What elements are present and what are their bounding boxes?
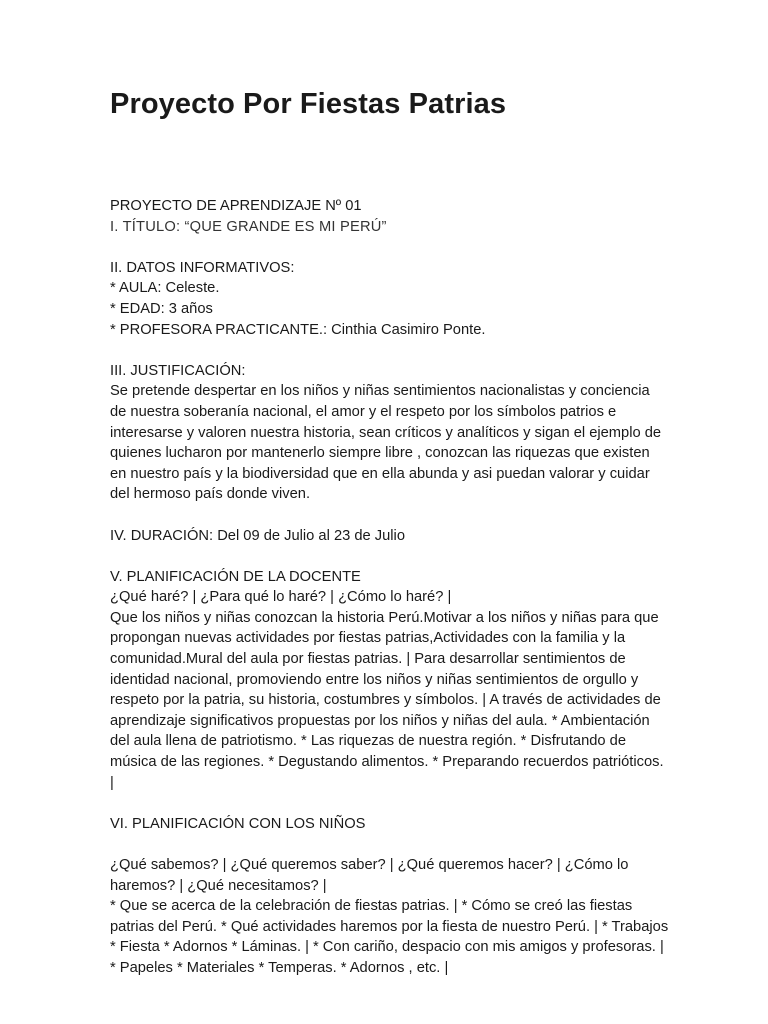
spacer bbox=[110, 340, 670, 361]
justificacion-heading: III. JUSTIFICACIÓN: bbox=[110, 362, 246, 379]
datos-heading: II. DATOS INFORMATIVOS: bbox=[110, 259, 295, 276]
duracion-value: Del 09 de Julio al 23 de Julio bbox=[213, 527, 405, 544]
planificacion-docente-text: Que los niños y niñas conozcan la historia Perú.Motivar a los niños y niñas para que propongan nuevas actividades por fiestas patrias,Actividades con la familia y la comunidad.Mural del aula por fiestas patrias. | Para desarrollar sentimientos de identidad nacional, promoviendo entre los niños y niñas sentimientos de orgullo y respeto por la patria, su historia, costumbres y símbolos. | A través de actividades de aprendizaje significativos propuestas por los niños y niñas del aula. * Ambientación del aula llena de patriotismo. * Las riquezas de nuestra región. * Disfrutando de música de las regiones. * Degustando alimentos. * Preparando recuerdos patrióticos. | bbox=[110, 609, 664, 791]
document-title: Proyecto Por Fiestas Patrias bbox=[110, 88, 507, 120]
planificacion-ninos-columns: ¿Qué sabemos? | ¿Qué queremos saber? | ¿Qué queremos hacer? | ¿Cómo lo haremos? | ¿Qué necesitamos? | bbox=[110, 857, 629, 894]
profesora-line bbox=[110, 320, 670, 341]
profesora-value: Cinthia Casimiro Ponte. bbox=[327, 321, 486, 338]
planificacion-docente-columns: ¿Qué haré? | ¿Para qué lo haré? | ¿Cómo lo haré? | bbox=[110, 589, 452, 606]
spacer bbox=[110, 237, 670, 258]
justificacion-text: Se pretende despertar en los niños y niñas sentimientos nacionalistas y conciencia de nuestra soberanía nacional, el amor y el respeto por los símbolos patrios e interesarse y valoren nuestra historia, sean críticos y analíticos y sigan el ejemplo de quienes lucharon por mantenerlo siempre libre , conozcan las riquezas que existen en nuestro país y la biodiversidad que en ella abunda y asi puedan valorar y cuidar del hermoso país donde viven. bbox=[110, 383, 662, 503]
spacer bbox=[110, 834, 670, 855]
edad-line bbox=[110, 299, 670, 320]
duracion-line bbox=[110, 526, 670, 547]
document-body bbox=[110, 196, 670, 979]
project-number: PROYECTO DE APRENDIZAJE Nº 01 bbox=[110, 198, 362, 214]
duracion-label: IV. DURACIÓN: bbox=[110, 527, 214, 544]
profesora-label: * PROFESORA PRACTICANTE.: bbox=[110, 321, 328, 338]
spacer bbox=[110, 546, 670, 567]
spacer bbox=[110, 793, 670, 814]
project-title: I. TÍTULO: “QUE GRANDE ES MI PERÚ” bbox=[110, 218, 387, 235]
aula-value: Celeste. bbox=[161, 280, 220, 297]
planificacion-ninos-heading: VI. PLANIFICACIÓN CON LOS NIÑOS bbox=[110, 815, 366, 832]
aula-line bbox=[110, 278, 670, 299]
planificacion-docente-heading: V. PLANIFICACIÓN DE LA DOCENTE bbox=[110, 568, 361, 585]
edad-value: 3 años bbox=[164, 300, 213, 317]
spacer bbox=[110, 505, 670, 526]
planificacion-ninos-text: * Que se acerca de la celebración de fiestas patrias. | * Cómo se creó las fiestas patrias del Perú. * Qué actividades haremos por la fiesta de nuestro Perú. | * Trabajos * Fiesta * Adornos * Láminas. | * Con cariño, despacio con mis amigos y profesoras. | * Papeles * Materiales * Temperas. * Adornos , etc. | bbox=[110, 898, 669, 976]
aula-label: * AULA: bbox=[110, 280, 162, 297]
edad-label: * EDAD: bbox=[110, 300, 165, 317]
